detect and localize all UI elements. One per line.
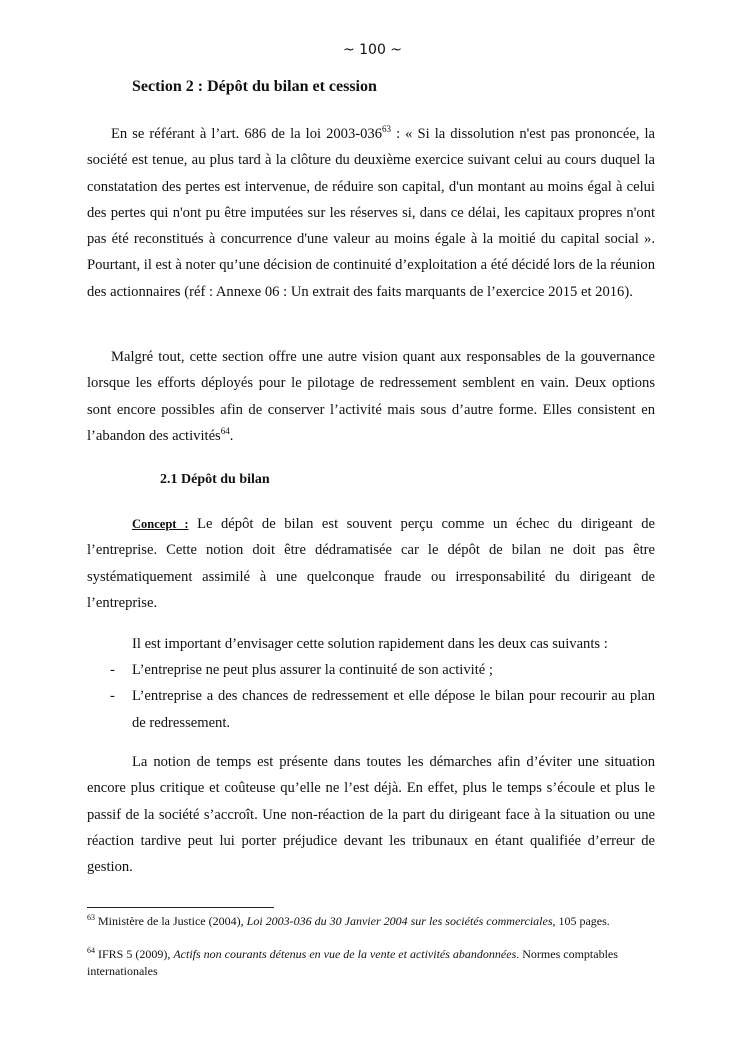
concept-label: Concept : xyxy=(132,517,189,531)
footnote-text-b: , 105 pages. xyxy=(552,914,610,928)
list-item xyxy=(87,657,655,683)
section-title: Section 2 : Dépôt du bilan et cession xyxy=(132,78,377,95)
list-item xyxy=(87,683,655,736)
list-dash: - xyxy=(110,688,115,705)
paragraph-1-text-a: En se référant à l’art. 686 de la loi 2003-036 xyxy=(111,126,383,142)
footnote-number: 64 xyxy=(87,946,95,955)
list-item-text: L’entreprise a des chances de redressement et elle dépose le bilan pour recourir au plan de redressement. xyxy=(132,688,655,731)
subsection-title: 2.1 Dépôt du bilan xyxy=(160,472,270,487)
footnote-text-b: . Normes comptables internationales xyxy=(87,947,618,978)
footnote-ref-64[interactable]: 64 xyxy=(220,426,230,437)
paragraph-1 xyxy=(87,121,655,305)
paragraph-1-text-b: : « Si la dissolution n'est pas prononcée, la société est tenue, au plus tard à la clôture du deuxième exercice suivant celui au cours duquel la constatation des pertes est intervenue, de réduire son capital, d'un montant au moins égal à celui des pertes qui n'ont pu être imputées sur les réserves si, dans ce délai, les capitaux propres n'ont pas été reconstitués à concurrence d'une valeur au moins égale à la moitié du capital social ». Pourtant, il est à noter qu’une décision de continuité d’exploitation a été décidé lors de la réunion des actionnaires (réf : Annexe 06 : Un extrait des faits marquants de l’exercice 2015 et 2016). xyxy=(87,126,656,300)
footnote-separator xyxy=(87,907,274,908)
list-item-text: L’entreprise ne peut plus assurer la continuité de son activité ; xyxy=(132,662,493,678)
paragraph-2 xyxy=(87,344,655,449)
paragraph-cases-intro: Il est important d’envisager cette solution rapidement dans les deux cas suivants : xyxy=(132,636,608,652)
footnote-text-a: Ministère de la Justice (2004), xyxy=(95,914,247,928)
footnote-63 xyxy=(87,913,655,930)
footnote-number: 63 xyxy=(87,913,95,922)
cases-list xyxy=(87,657,655,736)
footnote-text-a: IFRS 5 (2009), xyxy=(95,947,174,961)
footnote-64 xyxy=(87,946,655,979)
list-dash: - xyxy=(110,662,115,678)
footnote-ref-63[interactable]: 63 xyxy=(382,124,392,135)
paragraph-2-text-b: . xyxy=(229,427,234,444)
concept-text: Le dépôt de bilan est souvent perçu comme un échec du dirigeant de l’entreprise. Cette notion doit être dédramatisée car le dépôt de bilan ne doit pas être systématiquement assimilé à une quelconque fraude ou irresponsabilité du dirigeant de l’entreprise. xyxy=(87,516,655,611)
paragraph-time-notion: La notion de temps est présente dans toutes les démarches afin d’éviter une situation encore plus critique et coûteuse qu’elle ne l’est déjà. En effet, plus le temps s’écoule et plus le passif de la société s’accroît. Une non-réaction de la part du dirigeant face à la situation ou une réaction tardive peut lui porter préjudice devant les tribunaux en étant qualifiée d’erreur de gestion. xyxy=(87,754,655,876)
footnote-title: Loi 2003-036 du 30 Janvier 2004 sur les sociétés commerciales xyxy=(246,914,553,928)
paragraph-concept xyxy=(87,511,655,616)
paragraph-2-text-a: Malgré tout, cette section offre une autre vision quant aux responsables de la gouvernance lorsque les efforts déployés pour le pilotage de redressement semblent en vain. Deux options sont encore possibles afin de conserver l’activité mais sous d’autre forme. Elles consistent en l’abandon des activités xyxy=(87,349,655,444)
footnote-title: Actifs non courants détenus en vue de la vente et activités abandonnées xyxy=(173,947,517,961)
page-number: ~ 100 ~ xyxy=(342,42,403,58)
